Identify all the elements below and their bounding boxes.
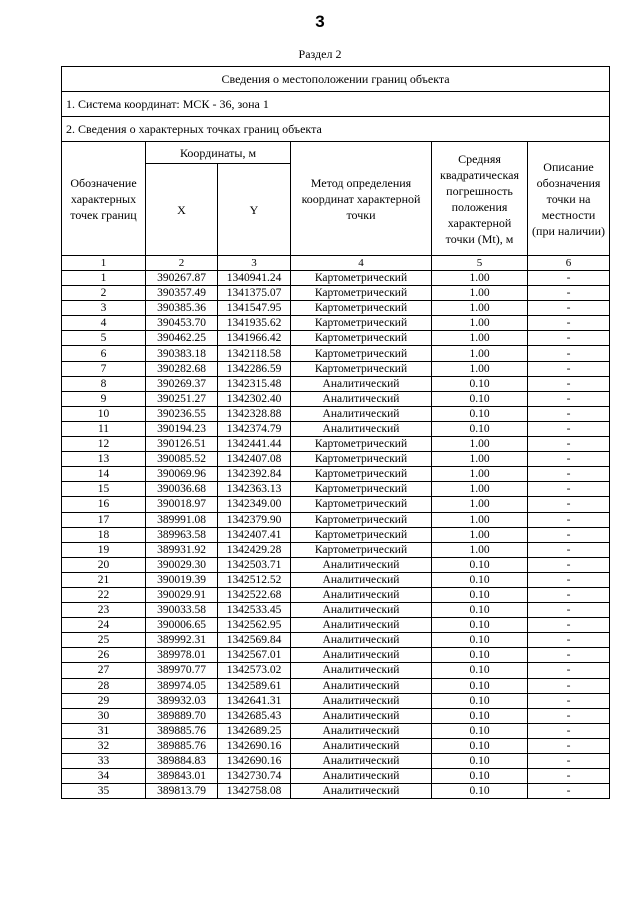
y-coordinate-cell: 1342522.68 xyxy=(218,587,291,602)
section-title: Раздел 2 xyxy=(298,47,342,61)
description-cell: - xyxy=(528,527,610,542)
table-row xyxy=(62,784,610,799)
table-row xyxy=(62,587,610,602)
y-coordinate-cell: 1342407.41 xyxy=(218,527,291,542)
description-cell: - xyxy=(528,572,610,587)
point-number-cell: 34 xyxy=(62,769,146,784)
table-row xyxy=(62,301,610,316)
y-coordinate-cell: 1342429.28 xyxy=(218,542,291,557)
y-coordinate-cell: 1342758.08 xyxy=(218,784,291,799)
error-cell: 0.10 xyxy=(432,754,528,769)
method-cell: Картометрический xyxy=(291,542,432,557)
error-cell: 0.10 xyxy=(432,708,528,723)
x-coordinate-cell: 390126.51 xyxy=(146,437,218,452)
x-coordinate-cell: 390282.68 xyxy=(146,361,218,376)
table-row xyxy=(62,663,610,678)
y-coordinate-cell: 1342315.48 xyxy=(218,376,291,391)
x-coordinate-cell: 389813.79 xyxy=(146,784,218,799)
table-row xyxy=(62,271,610,286)
description-cell: - xyxy=(528,301,610,316)
table-body xyxy=(62,271,610,799)
table-row xyxy=(62,603,610,618)
y-coordinate-cell: 1342363.13 xyxy=(218,482,291,497)
description-cell: - xyxy=(528,437,610,452)
point-number-cell: 30 xyxy=(62,708,146,723)
error-cell: 0.10 xyxy=(432,572,528,587)
description-cell: - xyxy=(528,331,610,346)
table-row xyxy=(62,376,610,391)
table-row xyxy=(62,633,610,648)
method-cell: Картометрический xyxy=(291,512,432,527)
point-number-cell: 18 xyxy=(62,527,146,542)
method-cell: Аналитический xyxy=(291,633,432,648)
point-number-cell: 23 xyxy=(62,603,146,618)
point-number-cell: 28 xyxy=(62,678,146,693)
y-coordinate-cell: 1341966.42 xyxy=(218,331,291,346)
description-cell: - xyxy=(528,421,610,436)
point-number-cell: 21 xyxy=(62,572,146,587)
method-cell: Аналитический xyxy=(291,678,432,693)
table-row xyxy=(62,542,610,557)
y-coordinate-cell: 1342689.25 xyxy=(218,723,291,738)
y-coordinate-cell: 1342441.44 xyxy=(218,437,291,452)
method-cell: Аналитический xyxy=(291,784,432,799)
point-number-cell: 12 xyxy=(62,437,146,452)
y-coordinate-cell: 1342379.90 xyxy=(218,512,291,527)
point-number-cell: 9 xyxy=(62,391,146,406)
y-coordinate-cell: 1342302.40 xyxy=(218,391,291,406)
table-row xyxy=(62,769,610,784)
points-heading: 2. Сведения о характерных точках границ объекта xyxy=(62,117,610,142)
header-coordinates: Координаты, м xyxy=(146,142,291,164)
table-row xyxy=(62,346,610,361)
point-number-cell: 13 xyxy=(62,452,146,467)
header-error: Средняя квадратическая погрешность положения характерной точки (Mt), м xyxy=(432,142,528,256)
method-cell: Картометрический xyxy=(291,452,432,467)
method-cell: Аналитический xyxy=(291,663,432,678)
table-row xyxy=(62,361,610,376)
y-coordinate-cell: 1342286.59 xyxy=(218,361,291,376)
table-row xyxy=(62,286,610,301)
method-cell: Картометрический xyxy=(291,301,432,316)
point-number-cell: 17 xyxy=(62,512,146,527)
table-row xyxy=(62,678,610,693)
error-cell: 0.10 xyxy=(432,738,528,753)
method-cell: Картометрический xyxy=(291,482,432,497)
column-number: 2 xyxy=(146,256,218,271)
table-row xyxy=(62,452,610,467)
method-cell: Картометрический xyxy=(291,437,432,452)
method-cell: Аналитический xyxy=(291,572,432,587)
table-row xyxy=(62,331,610,346)
point-number-cell: 6 xyxy=(62,346,146,361)
x-coordinate-cell: 389884.83 xyxy=(146,754,218,769)
y-coordinate-cell: 1341375.07 xyxy=(218,286,291,301)
error-cell: 0.10 xyxy=(432,693,528,708)
description-cell: - xyxy=(528,316,610,331)
description-cell: - xyxy=(528,693,610,708)
x-coordinate-cell: 390357.49 xyxy=(146,286,218,301)
header-method: Метод определения координат характерной точки xyxy=(291,142,432,256)
table-row xyxy=(62,316,610,331)
point-number-cell: 22 xyxy=(62,587,146,602)
error-cell: 1.00 xyxy=(432,482,528,497)
error-cell: 0.10 xyxy=(432,557,528,572)
description-cell: - xyxy=(528,542,610,557)
method-cell: Аналитический xyxy=(291,391,432,406)
x-coordinate-cell: 389885.76 xyxy=(146,738,218,753)
point-number-cell: 11 xyxy=(62,421,146,436)
method-cell: Картометрический xyxy=(291,316,432,331)
x-coordinate-cell: 390267.87 xyxy=(146,271,218,286)
description-cell: - xyxy=(528,452,610,467)
error-cell: 1.00 xyxy=(432,316,528,331)
description-cell: - xyxy=(528,618,610,633)
method-cell: Аналитический xyxy=(291,723,432,738)
point-number-cell: 29 xyxy=(62,693,146,708)
method-cell: Аналитический xyxy=(291,587,432,602)
y-coordinate-cell: 1342641.31 xyxy=(218,693,291,708)
y-coordinate-cell: 1341935.62 xyxy=(218,316,291,331)
header-y: Y xyxy=(218,164,291,256)
table-row xyxy=(62,482,610,497)
x-coordinate-cell: 390069.96 xyxy=(146,467,218,482)
header-description: Описание обозначения точки на местности (при наличии) xyxy=(528,142,610,256)
error-cell: 0.10 xyxy=(432,648,528,663)
x-coordinate-cell: 389885.76 xyxy=(146,723,218,738)
method-cell: Аналитический xyxy=(291,603,432,618)
error-cell: 0.10 xyxy=(432,663,528,678)
y-coordinate-cell: 1342562.95 xyxy=(218,618,291,633)
x-coordinate-cell: 390036.68 xyxy=(146,482,218,497)
table-row xyxy=(62,406,610,421)
point-number-cell: 20 xyxy=(62,557,146,572)
x-coordinate-cell: 389843.01 xyxy=(146,769,218,784)
method-cell: Картометрический xyxy=(291,346,432,361)
column-number: 3 xyxy=(218,256,291,271)
description-cell: - xyxy=(528,738,610,753)
point-number-cell: 14 xyxy=(62,467,146,482)
point-number-cell: 2 xyxy=(62,286,146,301)
x-coordinate-cell: 389991.08 xyxy=(146,512,218,527)
x-coordinate-cell: 389978.01 xyxy=(146,648,218,663)
method-cell: Аналитический xyxy=(291,769,432,784)
x-coordinate-cell: 390462.25 xyxy=(146,331,218,346)
header-designation: Обозначение характерных точек границ xyxy=(62,142,146,256)
point-number-cell: 10 xyxy=(62,406,146,421)
method-cell: Аналитический xyxy=(291,693,432,708)
table-row xyxy=(62,467,610,482)
table-row xyxy=(62,391,610,406)
column-number: 6 xyxy=(528,256,610,271)
point-number-cell: 3 xyxy=(62,301,146,316)
y-coordinate-cell: 1340941.24 xyxy=(218,271,291,286)
description-cell: - xyxy=(528,603,610,618)
y-coordinate-cell: 1342118.58 xyxy=(218,346,291,361)
point-number-cell: 15 xyxy=(62,482,146,497)
description-cell: - xyxy=(528,769,610,784)
description-cell: - xyxy=(528,663,610,678)
y-coordinate-cell: 1342503.71 xyxy=(218,557,291,572)
description-cell: - xyxy=(528,784,610,799)
y-coordinate-cell: 1342328.88 xyxy=(218,406,291,421)
y-coordinate-cell: 1341547.95 xyxy=(218,301,291,316)
point-number-cell: 5 xyxy=(62,331,146,346)
method-cell: Картометрический xyxy=(291,361,432,376)
table-row xyxy=(62,648,610,663)
x-coordinate-cell: 390006.65 xyxy=(146,618,218,633)
y-coordinate-cell: 1342349.00 xyxy=(218,497,291,512)
x-coordinate-cell: 390033.58 xyxy=(146,603,218,618)
table-row xyxy=(62,738,610,753)
table-row xyxy=(62,437,610,452)
point-number-cell: 4 xyxy=(62,316,146,331)
y-coordinate-cell: 1342374.79 xyxy=(218,421,291,436)
description-cell: - xyxy=(528,678,610,693)
table-row xyxy=(62,497,610,512)
method-cell: Аналитический xyxy=(291,376,432,391)
x-coordinate-cell: 389889.70 xyxy=(146,708,218,723)
point-number-cell: 31 xyxy=(62,723,146,738)
y-coordinate-cell: 1342407.08 xyxy=(218,452,291,467)
description-cell: - xyxy=(528,361,610,376)
error-cell: 1.00 xyxy=(432,542,528,557)
error-cell: 1.00 xyxy=(432,512,528,527)
header-x: X xyxy=(146,164,218,256)
description-cell: - xyxy=(528,482,610,497)
x-coordinate-cell: 390029.30 xyxy=(146,557,218,572)
description-cell: - xyxy=(528,346,610,361)
point-number-cell: 25 xyxy=(62,633,146,648)
error-cell: 0.10 xyxy=(432,421,528,436)
y-coordinate-cell: 1342690.16 xyxy=(218,754,291,769)
point-number-cell: 27 xyxy=(62,663,146,678)
x-coordinate-cell: 390385.36 xyxy=(146,301,218,316)
description-cell: - xyxy=(528,271,610,286)
error-cell: 0.10 xyxy=(432,633,528,648)
point-number-cell: 24 xyxy=(62,618,146,633)
x-coordinate-cell: 390029.91 xyxy=(146,587,218,602)
error-cell: 0.10 xyxy=(432,391,528,406)
x-coordinate-cell: 390019.39 xyxy=(146,572,218,587)
description-cell: - xyxy=(528,648,610,663)
description-cell: - xyxy=(528,467,610,482)
y-coordinate-cell: 1342392.84 xyxy=(218,467,291,482)
error-cell: 1.00 xyxy=(432,497,528,512)
error-cell: 1.00 xyxy=(432,331,528,346)
point-number-cell: 32 xyxy=(62,738,146,753)
method-cell: Картометрический xyxy=(291,271,432,286)
x-coordinate-cell: 389992.31 xyxy=(146,633,218,648)
x-coordinate-cell: 389970.77 xyxy=(146,663,218,678)
description-cell: - xyxy=(528,406,610,421)
method-cell: Аналитический xyxy=(291,557,432,572)
description-cell: - xyxy=(528,587,610,602)
description-cell: - xyxy=(528,286,610,301)
method-cell: Аналитический xyxy=(291,738,432,753)
table-title: Сведения о местоположении границ объекта xyxy=(62,67,610,92)
description-cell: - xyxy=(528,723,610,738)
point-number-cell: 35 xyxy=(62,784,146,799)
x-coordinate-cell: 390269.37 xyxy=(146,376,218,391)
error-cell: 1.00 xyxy=(432,527,528,542)
y-coordinate-cell: 1342567.01 xyxy=(218,648,291,663)
description-cell: - xyxy=(528,633,610,648)
method-cell: Картометрический xyxy=(291,286,432,301)
table-row xyxy=(62,512,610,527)
x-coordinate-cell: 389974.05 xyxy=(146,678,218,693)
description-cell: - xyxy=(528,376,610,391)
error-cell: 0.10 xyxy=(432,376,528,391)
x-coordinate-cell: 389932.03 xyxy=(146,693,218,708)
table-row xyxy=(62,421,610,436)
point-number-cell: 7 xyxy=(62,361,146,376)
x-coordinate-cell: 389963.58 xyxy=(146,527,218,542)
error-cell: 0.10 xyxy=(432,723,528,738)
boundary-points-table xyxy=(61,66,610,799)
error-cell: 0.10 xyxy=(432,587,528,602)
point-number-cell: 1 xyxy=(62,271,146,286)
column-number: 1 xyxy=(62,256,146,271)
error-cell: 1.00 xyxy=(432,467,528,482)
x-coordinate-cell: 390194.23 xyxy=(146,421,218,436)
y-coordinate-cell: 1342533.45 xyxy=(218,603,291,618)
column-numbers-row xyxy=(62,256,610,271)
point-number-cell: 26 xyxy=(62,648,146,663)
error-cell: 0.10 xyxy=(432,678,528,693)
point-number-cell: 8 xyxy=(62,376,146,391)
description-cell: - xyxy=(528,497,610,512)
error-cell: 1.00 xyxy=(432,437,528,452)
y-coordinate-cell: 1342573.02 xyxy=(218,663,291,678)
description-cell: - xyxy=(528,512,610,527)
method-cell: Аналитический xyxy=(291,648,432,663)
table-row xyxy=(62,527,610,542)
table-row xyxy=(62,557,610,572)
method-cell: Аналитический xyxy=(291,421,432,436)
column-number: 4 xyxy=(291,256,432,271)
table-row xyxy=(62,708,610,723)
table-row xyxy=(62,693,610,708)
y-coordinate-cell: 1342730.74 xyxy=(218,769,291,784)
point-number-cell: 33 xyxy=(62,754,146,769)
table-row xyxy=(62,723,610,738)
error-cell: 1.00 xyxy=(432,301,528,316)
error-cell: 0.10 xyxy=(432,618,528,633)
method-cell: Аналитический xyxy=(291,618,432,633)
y-coordinate-cell: 1342690.16 xyxy=(218,738,291,753)
error-cell: 1.00 xyxy=(432,286,528,301)
error-cell: 1.00 xyxy=(432,361,528,376)
method-cell: Картометрический xyxy=(291,527,432,542)
method-cell: Аналитический xyxy=(291,708,432,723)
table-row xyxy=(62,754,610,769)
description-cell: - xyxy=(528,754,610,769)
method-cell: Аналитический xyxy=(291,406,432,421)
x-coordinate-cell: 390018.97 xyxy=(146,497,218,512)
x-coordinate-cell: 390453.70 xyxy=(146,316,218,331)
point-number-cell: 19 xyxy=(62,542,146,557)
method-cell: Аналитический xyxy=(291,754,432,769)
page-number: 3 xyxy=(315,12,325,31)
error-cell: 0.10 xyxy=(432,784,528,799)
y-coordinate-cell: 1342685.43 xyxy=(218,708,291,723)
point-number-cell: 16 xyxy=(62,497,146,512)
description-cell: - xyxy=(528,391,610,406)
x-coordinate-cell: 389931.92 xyxy=(146,542,218,557)
method-cell: Картометрический xyxy=(291,497,432,512)
error-cell: 1.00 xyxy=(432,271,528,286)
error-cell: 1.00 xyxy=(432,346,528,361)
description-cell: - xyxy=(528,708,610,723)
error-cell: 0.10 xyxy=(432,406,528,421)
table-row xyxy=(62,572,610,587)
x-coordinate-cell: 390251.27 xyxy=(146,391,218,406)
description-cell: - xyxy=(528,557,610,572)
error-cell: 1.00 xyxy=(432,452,528,467)
y-coordinate-cell: 1342512.52 xyxy=(218,572,291,587)
table-row xyxy=(62,618,610,633)
method-cell: Картометрический xyxy=(291,331,432,346)
error-cell: 0.10 xyxy=(432,603,528,618)
y-coordinate-cell: 1342569.84 xyxy=(218,633,291,648)
x-coordinate-cell: 390383.18 xyxy=(146,346,218,361)
x-coordinate-cell: 390236.55 xyxy=(146,406,218,421)
method-cell: Картометрический xyxy=(291,467,432,482)
y-coordinate-cell: 1342589.61 xyxy=(218,678,291,693)
x-coordinate-cell: 390085.52 xyxy=(146,452,218,467)
column-number: 5 xyxy=(432,256,528,271)
coordinate-system: 1. Система координат: МСК - 36, зона 1 xyxy=(62,92,610,117)
error-cell: 0.10 xyxy=(432,769,528,784)
